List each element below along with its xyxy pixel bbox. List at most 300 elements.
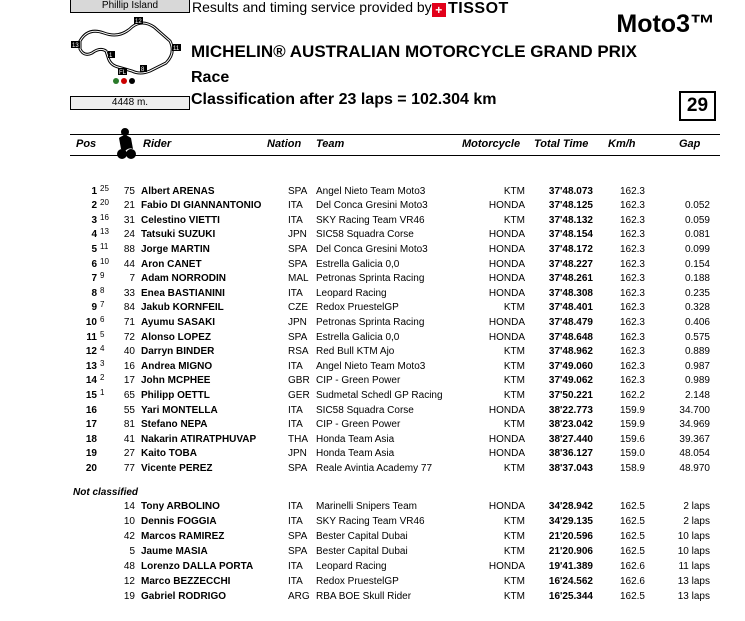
- cell-kmh: 162.2: [619, 389, 645, 401]
- cell-rider: Jakub KORNFEIL: [141, 302, 224, 314]
- cell-moto: HONDA: [488, 560, 525, 572]
- cell-pos: 13: [85, 360, 97, 372]
- cell-grid: 13: [100, 227, 109, 237]
- turn-label-12: 12: [135, 19, 142, 25]
- cell-pos: 2: [91, 200, 97, 212]
- cell-time: 34'29.135: [548, 515, 593, 527]
- cell-time: 38'27.440: [548, 433, 593, 445]
- table-row: [0, 374, 745, 389]
- cell-time: 38'22.773: [548, 404, 593, 416]
- cell-moto: HONDA: [488, 200, 525, 212]
- cell-nation: ITA: [288, 575, 303, 587]
- cell-gap: 39.367: [679, 433, 710, 445]
- cell-kmh: 162.3: [619, 200, 645, 212]
- cell-gap: 0.052: [684, 200, 710, 212]
- col-nation: Nation: [267, 138, 302, 150]
- timing-provider-text: Results and timing service provided by: [192, 0, 432, 15]
- cell-time: 19'41.389: [548, 560, 593, 572]
- table-row: [0, 418, 745, 433]
- cell-pos: 11: [86, 331, 97, 343]
- cell-pos: 8: [91, 287, 97, 299]
- cell-grid: 10: [100, 256, 109, 266]
- not-classified-label: Not classified: [73, 487, 139, 498]
- cell-moto: KTM: [503, 462, 525, 474]
- cell-team: SKY Racing Team VR46: [316, 515, 425, 527]
- cell-team: Sudmetal Schedl GP Racing: [316, 389, 443, 401]
- cell-num: 24: [123, 229, 135, 241]
- cell-pos: 1: [91, 185, 97, 197]
- cell-rider: Nakarin ATIRATPHUVAP: [141, 433, 257, 445]
- cell-team: Estrella Galicia 0,0: [316, 258, 400, 270]
- table-row: [0, 545, 745, 560]
- cell-time: 37'48.962: [548, 346, 593, 358]
- cell-num: 21: [123, 200, 135, 212]
- cell-moto: HONDA: [488, 273, 525, 285]
- cell-rider: Tony ARBOLINO: [141, 500, 220, 512]
- cell-pos: 3: [91, 214, 97, 226]
- cell-num: 31: [123, 214, 135, 226]
- cell-rider: John MCPHEE: [141, 375, 211, 387]
- circuit-name: Phillip Island: [70, 0, 190, 13]
- cell-gap: 48.054: [679, 448, 710, 460]
- cell-moto: HONDA: [488, 404, 525, 416]
- cell-nation: ITA: [288, 360, 303, 372]
- cell-num: 42: [123, 530, 135, 542]
- cell-team: Petronas Sprinta Racing: [316, 273, 425, 285]
- cell-moto: KTM: [503, 575, 525, 587]
- cell-team: SKY Racing Team VR46: [316, 214, 425, 226]
- cell-rider: Celestino VIETTI: [141, 214, 220, 226]
- cell-time: 37'48.308: [548, 287, 593, 299]
- cell-gap: 13 laps: [677, 590, 710, 602]
- col-pos: Pos: [76, 138, 97, 150]
- cell-kmh: 162.3: [619, 316, 645, 328]
- cell-team: Honda Team Asia: [316, 448, 395, 460]
- cell-num: 19: [123, 590, 135, 602]
- cell-rider: Jorge MARTIN: [141, 243, 210, 255]
- cell-rider: Marcos RAMIREZ: [141, 530, 225, 542]
- cell-nation: SPA: [288, 243, 308, 255]
- cell-nation: JPN: [288, 448, 307, 460]
- cell-rider: Lorenzo DALLA PORTA: [141, 560, 254, 572]
- cell-kmh: 162.6: [619, 560, 645, 572]
- cell-pos: 5: [91, 243, 97, 255]
- cell-grid: 25: [100, 183, 109, 193]
- cell-kmh: 159.6: [619, 433, 645, 445]
- cell-grid: 2: [100, 373, 105, 383]
- cell-moto: HONDA: [488, 500, 525, 512]
- cell-rider: Marco BEZZECCHI: [141, 575, 231, 587]
- cell-nation: SPA: [288, 545, 308, 557]
- cell-nation: SPA: [288, 530, 308, 542]
- cell-team: Redox PruestelGP: [316, 575, 399, 587]
- cell-kmh: 162.3: [619, 287, 645, 299]
- cell-num: 14: [123, 500, 135, 512]
- col-kmh: Km/h: [608, 138, 636, 150]
- cell-kmh: 159.0: [619, 448, 645, 460]
- cell-gap: 13 laps: [677, 575, 710, 587]
- cell-moto: KTM: [503, 302, 525, 314]
- cell-nation: SPA: [288, 258, 308, 270]
- cell-moto: HONDA: [488, 316, 525, 328]
- cell-num: 5: [129, 545, 135, 557]
- cell-moto: KTM: [503, 346, 525, 358]
- cell-num: 44: [123, 258, 135, 270]
- cell-num: 72: [123, 331, 135, 343]
- cell-pos: 15: [85, 389, 97, 401]
- cell-time: 37'49.062: [548, 375, 593, 387]
- cell-kmh: 162.5: [619, 500, 645, 512]
- cell-nation: ITA: [288, 214, 303, 226]
- cell-rider: Albert ARENAS: [141, 185, 215, 197]
- cell-grid: 9: [100, 271, 105, 281]
- cell-rider: Darryn BINDER: [141, 346, 215, 358]
- table-row: [0, 258, 745, 273]
- cell-rider: Alonso LOPEZ: [141, 331, 211, 343]
- cell-num: 17: [123, 375, 135, 387]
- table-row: [0, 575, 745, 590]
- cell-team: Honda Team Asia: [316, 433, 395, 445]
- table-row: [0, 500, 745, 515]
- cell-moto: HONDA: [488, 287, 525, 299]
- table-row: [0, 433, 745, 448]
- circuit-length: 4448 m.: [70, 96, 190, 110]
- cell-team: Red Bull KTM Ajo: [316, 346, 395, 358]
- cell-team: Angel Nieto Team Moto3: [316, 185, 426, 197]
- cell-moto: HONDA: [488, 448, 525, 460]
- cell-num: 10: [123, 515, 135, 527]
- cell-num: 41: [123, 433, 135, 445]
- cell-kmh: 162.3: [619, 229, 645, 241]
- cell-gap: 0.575: [684, 331, 710, 343]
- motorbike-icon: [113, 127, 139, 166]
- cell-team: CIP - Green Power: [316, 419, 401, 431]
- cell-pos: 9: [91, 302, 97, 314]
- cell-nation: ITA: [288, 500, 303, 512]
- page-number: 29: [679, 91, 716, 121]
- cell-gap: 0.989: [684, 375, 710, 387]
- table-row: [0, 345, 745, 360]
- cell-num: 16: [123, 360, 135, 372]
- cell-gap: 0.081: [684, 229, 710, 241]
- cell-rider: Gabriel RODRIGO: [141, 590, 227, 602]
- cell-time: 38'23.042: [548, 419, 593, 431]
- cell-team: Redox PruestelGP: [316, 302, 399, 314]
- cell-pos: 20: [85, 462, 97, 474]
- cell-grid: 5: [100, 329, 105, 339]
- cell-rider: Andrea MIGNO: [141, 360, 213, 372]
- cell-team: Petronas Sprinta Racing: [316, 316, 425, 328]
- cell-pos: 6: [91, 258, 97, 270]
- cell-num: 33: [123, 287, 135, 299]
- cell-grid: 6: [100, 314, 105, 324]
- cell-nation: SPA: [288, 331, 308, 343]
- table-row: [0, 272, 745, 287]
- cell-team: Marinelli Snipers Team: [316, 500, 417, 512]
- cell-num: 55: [123, 404, 135, 416]
- cell-time: 37'48.261: [548, 273, 593, 285]
- cell-grid: 7: [100, 300, 105, 310]
- cell-time: 37'48.132: [548, 214, 593, 226]
- cell-gap: 0.889: [684, 346, 710, 358]
- circuit-map-icon: [70, 13, 183, 93]
- cell-pos: 4: [91, 229, 97, 241]
- cell-team: Leopard Racing: [316, 560, 387, 572]
- col-total-time: Total Time: [534, 138, 589, 150]
- cell-rider: Yari MONTELLA: [141, 404, 218, 416]
- cell-nation: ITA: [288, 515, 303, 527]
- table-row: [0, 389, 745, 404]
- cell-kmh: 162.3: [619, 346, 645, 358]
- cell-nation: ITA: [288, 419, 303, 431]
- cell-num: 12: [123, 575, 135, 587]
- cell-team: Bester Capital Dubai: [316, 530, 408, 542]
- cell-time: 34'28.942: [548, 500, 593, 512]
- cell-team: Del Conca Gresini Moto3: [316, 243, 428, 255]
- cell-pos: 7: [91, 273, 97, 285]
- cell-time: 37'48.227: [548, 258, 593, 270]
- cell-moto: HONDA: [488, 243, 525, 255]
- cell-gap: 2 laps: [683, 500, 710, 512]
- cell-nation: MAL: [288, 273, 309, 285]
- session-title: Race: [191, 69, 230, 86]
- cell-grid: 4: [100, 344, 105, 354]
- cell-time: 16'25.344: [548, 590, 593, 602]
- table-row: [0, 316, 745, 331]
- cell-time: 38'37.043: [548, 462, 593, 474]
- cell-num: 88: [123, 243, 135, 255]
- cell-pos: 17: [85, 419, 97, 431]
- cell-gap: 0.059: [684, 214, 710, 226]
- table-row: [0, 243, 745, 258]
- cell-moto: KTM: [503, 530, 525, 542]
- cell-moto: HONDA: [488, 258, 525, 270]
- cell-time: 37'49.060: [548, 360, 593, 372]
- cell-team: SIC58 Squadra Corse: [316, 229, 414, 241]
- col-gap: Gap: [679, 138, 701, 150]
- cell-gap: 10 laps: [677, 530, 710, 542]
- cell-nation: GER: [288, 389, 310, 401]
- cell-gap: 0.987: [684, 360, 710, 372]
- cell-grid: 8: [100, 285, 105, 295]
- cell-team: Leopard Racing: [316, 287, 387, 299]
- cell-moto: KTM: [503, 375, 525, 387]
- cell-gap: 48.970: [679, 462, 710, 474]
- cell-kmh: 162.5: [619, 545, 645, 557]
- cell-nation: CZE: [288, 302, 308, 314]
- classification-summary: Classification after 23 laps = 102.304 km: [191, 91, 497, 108]
- cell-time: 37'50.221: [548, 389, 593, 401]
- cell-nation: ITA: [288, 287, 303, 299]
- tissot-brand: TISSOT: [448, 0, 509, 17]
- cell-gap: 34.969: [679, 419, 710, 431]
- cell-grid: 20: [100, 198, 109, 208]
- cell-num: 40: [123, 346, 135, 358]
- cell-gap: 0.099: [684, 243, 710, 255]
- turn-label-13: 13: [72, 43, 79, 49]
- table-row: [0, 462, 745, 477]
- cell-time: 16'24.562: [548, 575, 593, 587]
- cell-team: SIC58 Squadra Corse: [316, 404, 414, 416]
- cell-time: 21'20.906: [548, 545, 593, 557]
- cell-kmh: 158.9: [619, 462, 645, 474]
- turn-label-11: 11: [173, 46, 180, 52]
- event-title: MICHELIN® AUSTRALIAN MOTORCYCLE GRAND PRIX: [191, 42, 638, 61]
- cell-num: 77: [123, 462, 135, 474]
- table-row: [0, 530, 745, 545]
- table-row: [0, 590, 745, 605]
- cell-kmh: 162.5: [619, 530, 645, 542]
- cell-nation: ITA: [288, 404, 303, 416]
- cell-moto: KTM: [503, 515, 525, 527]
- cell-gap: 0.188: [684, 273, 710, 285]
- cell-rider: Dennis FOGGIA: [141, 515, 217, 527]
- cell-rider: Jaume MASIA: [141, 545, 208, 557]
- cell-gap: 0.328: [684, 302, 710, 314]
- cell-rider: Philipp OETTL: [141, 389, 210, 401]
- cell-num: 71: [123, 316, 135, 328]
- cell-time: 37'48.172: [548, 243, 593, 255]
- cell-kmh: 162.5: [619, 515, 645, 527]
- cell-kmh: 162.3: [619, 258, 645, 270]
- col-team: Team: [316, 138, 345, 150]
- cell-rider: Kaito TOBA: [141, 448, 197, 460]
- cell-kmh: 162.3: [619, 302, 645, 314]
- cell-moto: HONDA: [488, 331, 525, 343]
- table-row: [0, 447, 745, 462]
- cell-rider: Stefano NEPA: [141, 419, 208, 431]
- col-motorcycle: Motorcycle: [462, 138, 521, 150]
- cell-gap: 2 laps: [683, 515, 710, 527]
- cell-rider: Aron CANET: [141, 258, 202, 270]
- finish-line-label: FL: [119, 70, 127, 76]
- header-rule-top: [70, 134, 720, 135]
- cell-nation: RSA: [288, 346, 309, 358]
- table-row: [0, 360, 745, 375]
- cell-moto: KTM: [503, 360, 525, 372]
- table-row: [0, 199, 745, 214]
- cell-kmh: 162.3: [619, 360, 645, 372]
- tissot-logo: [432, 0, 509, 18]
- table-row: [0, 185, 745, 200]
- cell-gap: 34.700: [679, 404, 710, 416]
- cell-kmh: 162.3: [619, 273, 645, 285]
- cell-kmh: 162.3: [619, 214, 645, 226]
- cell-kmh: 162.5: [619, 590, 645, 602]
- cell-team: Estrella Galicia 0,0: [316, 331, 400, 343]
- class-title: Moto3™: [616, 10, 715, 38]
- cell-nation: ITA: [288, 200, 303, 212]
- cell-kmh: 162.3: [619, 243, 645, 255]
- cell-gap: 2.148: [684, 389, 710, 401]
- turn-label-8: 8: [141, 67, 145, 73]
- cell-team: Bester Capital Dubai: [316, 545, 408, 557]
- cell-gap: 10 laps: [677, 545, 710, 557]
- cell-pos: 18: [85, 433, 97, 445]
- cell-pos: 14: [85, 375, 97, 387]
- cell-time: 37'48.073: [548, 185, 593, 197]
- cell-rider: Adam NORRODIN: [141, 273, 227, 285]
- circuit-map: [70, 13, 183, 93]
- cell-kmh: 162.6: [619, 575, 645, 587]
- cell-team: Reale Avintia Academy 77: [316, 462, 433, 474]
- cell-num: 48: [123, 560, 135, 572]
- cell-time: 21'20.596: [548, 530, 593, 542]
- table-row: [0, 301, 745, 316]
- cell-moto: KTM: [503, 545, 525, 557]
- tissot-cross-icon: +: [432, 3, 446, 17]
- table-row: [0, 214, 745, 229]
- cell-team: Angel Nieto Team Moto3: [316, 360, 426, 372]
- cell-team: RBA BOE Skull Rider: [316, 590, 412, 602]
- cell-moto: KTM: [503, 419, 525, 431]
- cell-nation: THA: [288, 433, 308, 445]
- cell-moto: HONDA: [488, 229, 525, 241]
- cell-pos: 12: [85, 346, 97, 358]
- cell-gap: 0.406: [684, 316, 710, 328]
- cell-kmh: 162.3: [619, 375, 645, 387]
- cell-moto: KTM: [503, 185, 525, 197]
- cell-team: CIP - Green Power: [316, 375, 401, 387]
- cell-gap: 11 laps: [678, 560, 710, 572]
- cell-time: 37'48.125: [548, 200, 593, 212]
- cell-rider: Ayumu SASAKI: [141, 316, 216, 328]
- cell-grid: 11: [100, 241, 109, 251]
- cell-gap: 0.154: [684, 258, 710, 270]
- cell-moto: KTM: [503, 590, 525, 602]
- table-row: [0, 228, 745, 243]
- cell-nation: SPA: [288, 185, 308, 197]
- cell-moto: HONDA: [488, 433, 525, 445]
- cell-nation: JPN: [288, 316, 307, 328]
- cell-nation: JPN: [288, 229, 307, 241]
- cell-time: 37'48.154: [548, 229, 593, 241]
- turn-label-1: 1: [109, 53, 113, 59]
- cell-grid: 16: [100, 212, 109, 222]
- table-row: [0, 287, 745, 302]
- cell-rider: Fabio DI GIANNANTONIO: [141, 200, 262, 212]
- cell-kmh: 159.9: [619, 404, 645, 416]
- cell-grid: 3: [100, 358, 105, 368]
- cell-nation: SPA: [288, 462, 308, 474]
- cell-rider: Tatsuki SUZUKI: [141, 229, 216, 241]
- cell-moto: KTM: [503, 389, 525, 401]
- cell-gap: 0.235: [684, 287, 710, 299]
- cell-rider: Enea BASTIANINI: [141, 287, 225, 299]
- cell-kmh: 159.9: [619, 419, 645, 431]
- cell-pos: 19: [85, 448, 97, 460]
- cell-num: 7: [129, 273, 135, 285]
- table-row: [0, 515, 745, 530]
- cell-time: 37'48.648: [548, 331, 593, 343]
- cell-moto: KTM: [503, 214, 525, 226]
- table-row: [0, 404, 745, 419]
- cell-num: 65: [123, 389, 135, 401]
- cell-team: Del Conca Gresini Moto3: [316, 200, 428, 212]
- cell-nation: GBR: [288, 375, 310, 387]
- cell-time: 37'48.479: [548, 316, 593, 328]
- table-row: [0, 331, 745, 346]
- cell-num: 81: [123, 419, 135, 431]
- cell-num: 84: [123, 302, 135, 314]
- col-rider: Rider: [143, 138, 172, 150]
- cell-nation: ARG: [288, 590, 310, 602]
- cell-pos: 16: [85, 404, 97, 416]
- cell-time: 38'36.127: [548, 448, 593, 460]
- cell-num: 75: [123, 185, 135, 197]
- cell-kmh: 162.3: [619, 185, 645, 197]
- cell-kmh: 162.3: [619, 331, 645, 343]
